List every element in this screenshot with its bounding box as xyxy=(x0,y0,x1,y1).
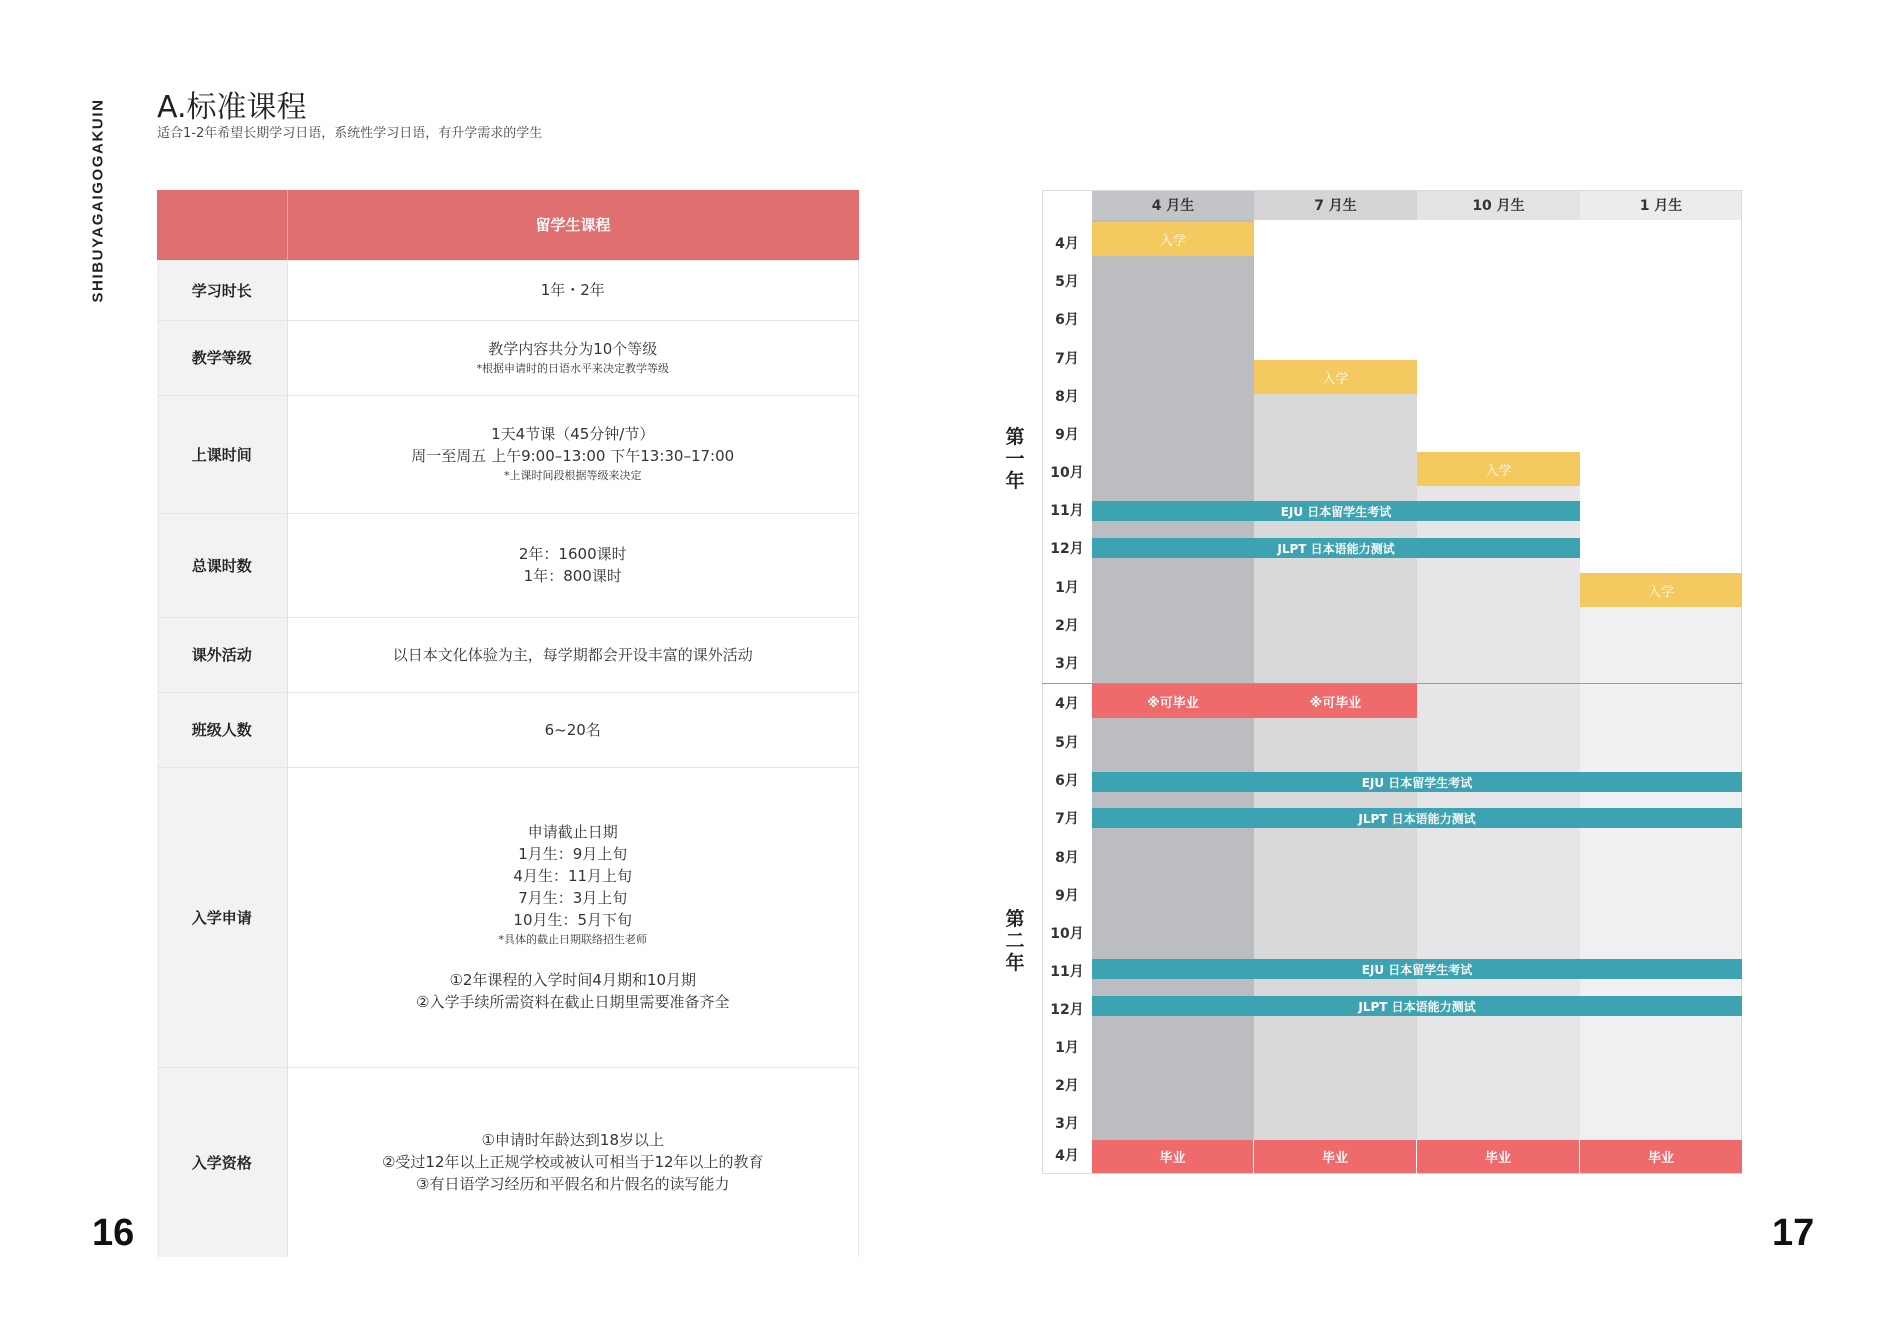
month-label: 9月 xyxy=(1055,888,1079,904)
month-label: 10月 xyxy=(1050,465,1084,481)
row-label: 班级人数 xyxy=(157,692,287,767)
value-line: 1年・2年 xyxy=(540,281,605,299)
column-header: 4 月生 xyxy=(1151,198,1195,214)
schedule-frame xyxy=(1042,190,1742,1174)
value-note: *根据申请时的日语水平来决定教学等级 xyxy=(476,361,669,375)
row-value xyxy=(287,513,859,617)
value-line: 10月生：5月下旬 xyxy=(513,911,633,929)
year-one-text: 第一年 xyxy=(1005,426,1025,492)
row-value xyxy=(287,767,859,1067)
value-line: 6~20名 xyxy=(544,720,601,739)
year-two-text: 第二年 xyxy=(1005,908,1025,974)
month-label: 4月 xyxy=(1055,1148,1079,1164)
month-label: 7月 xyxy=(1055,351,1079,367)
row-label: 入学申请 xyxy=(157,767,287,1067)
month-label: 2月 xyxy=(1055,618,1079,634)
month-label: 8月 xyxy=(1055,389,1079,405)
month-label: 3月 xyxy=(1055,656,1079,672)
value-line: 1天4节课（45分钟/节） xyxy=(491,425,655,443)
may-graduate-bar-july: ※可毕业 xyxy=(1254,684,1417,718)
month-label: 1月 xyxy=(1055,1040,1079,1056)
course-table xyxy=(157,190,859,1257)
enroll-bar-april: 入学 xyxy=(1092,222,1254,256)
month-label: 4月 xyxy=(1055,696,1079,712)
enroll-bar-july: 入学 xyxy=(1254,360,1417,394)
may-graduate-bar-april: ※可毕业 xyxy=(1092,684,1254,718)
month-label: 2月 xyxy=(1055,1078,1079,1094)
eju-exam-bar: EJU 日本留学生考试 xyxy=(1092,959,1742,979)
month-label: 9月 xyxy=(1055,427,1079,443)
month-label: 6月 xyxy=(1055,773,1079,789)
month-label: 8月 xyxy=(1055,850,1079,866)
row-label: 课外活动 xyxy=(157,617,287,692)
year-two-label xyxy=(1000,908,1030,974)
row-value xyxy=(287,692,859,767)
graduate-bar: 毕业 xyxy=(1254,1140,1417,1173)
month-label: 5月 xyxy=(1055,735,1079,751)
month-label: 1月 xyxy=(1055,580,1079,596)
month-label: 3月 xyxy=(1055,1116,1079,1132)
value-line: ③有日语学习经历和平假名和片假名的读写能力 xyxy=(416,1175,730,1194)
jlpt-exam-bar: JLPT 日本语能力测试 xyxy=(1092,808,1742,828)
row-label: 入学资格 xyxy=(157,1067,287,1257)
jlpt-exam-bar: JLPT 日本语能力测试 xyxy=(1092,538,1580,558)
value-line: 1月生：9月上旬 xyxy=(518,845,628,863)
month-label: 11月 xyxy=(1050,964,1084,980)
value-line: 2年：1600课时 xyxy=(518,545,627,563)
row-value xyxy=(287,1067,859,1257)
section-subtitle: 适合1-2年希望长期学习日语，系统性学习日语，有升学需求的学生 xyxy=(157,126,543,141)
eju-exam-bar: EJU 日本留学生考试 xyxy=(1092,772,1742,792)
enroll-bar-january: 入学 xyxy=(1580,573,1742,607)
table-row xyxy=(157,320,859,395)
row-value xyxy=(287,320,859,395)
month-label: 12月 xyxy=(1050,541,1084,557)
spacer xyxy=(288,949,859,969)
row-label: 教学等级 xyxy=(157,320,287,395)
enrollment-schedule xyxy=(1005,190,1742,1174)
page-number-left: 16 xyxy=(92,1212,135,1254)
graduate-bar: 毕业 xyxy=(1417,1140,1580,1173)
value-line: 以日本文化体验为主，每学期都会开设丰富的课外活动 xyxy=(392,645,753,664)
value-line: ①2年课程的入学时间4月期和10月期 xyxy=(449,971,697,989)
column-header: 7 月生 xyxy=(1314,198,1357,214)
value-note: *上课时间段根据等级来决定 xyxy=(504,469,642,482)
value-note: *具体的截止日期联络招生老师 xyxy=(498,933,647,946)
value-line: ②受过12年以上正规学校或被认可相当于12年以上的教育 xyxy=(381,1153,764,1172)
table-row xyxy=(157,395,859,513)
table-row xyxy=(157,1067,859,1257)
section-title: A.标准课程 xyxy=(157,90,307,125)
table-row xyxy=(157,692,859,767)
row-label: 上课时间 xyxy=(157,395,287,513)
value-line: 申请截止日期 xyxy=(527,823,618,841)
value-line: ①申请时年龄达到18岁以上 xyxy=(481,1131,665,1150)
column-header: 1 月生 xyxy=(1639,198,1683,214)
row-value xyxy=(287,260,859,320)
table-row xyxy=(157,617,859,692)
month-label: 12月 xyxy=(1050,1002,1084,1018)
column-header: 10 月生 xyxy=(1472,198,1525,214)
value-line: 1年：800课时 xyxy=(523,567,622,585)
year-one-label xyxy=(1000,426,1030,492)
jlpt-exam-bar: JLPT 日本语能力测试 xyxy=(1092,996,1742,1016)
row-value xyxy=(287,617,859,692)
month-label: 6月 xyxy=(1055,312,1079,328)
enroll-bar-october: 入学 xyxy=(1417,452,1580,486)
table-header: 留学生课程 xyxy=(287,190,859,260)
brand-vertical: SHIBUYAGAIGOGAKUIN xyxy=(89,97,107,303)
header-blank-cell xyxy=(157,190,287,260)
table-row xyxy=(157,767,859,1067)
value-line: 周一至周五 上午9:00–13:00 下午13:30–17:00 xyxy=(411,447,735,465)
graduate-bar: 毕业 xyxy=(1580,1140,1742,1173)
graduate-bar: 毕业 xyxy=(1092,1140,1254,1173)
value-line: ②入学手续所需资料在截止日期里需要准备齐全 xyxy=(416,993,730,1011)
table-header-row xyxy=(157,190,859,260)
value-line: 7月生：3月上旬 xyxy=(518,889,628,907)
row-label: 学习时长 xyxy=(157,260,287,320)
table-row xyxy=(157,513,859,617)
row-label: 总课时数 xyxy=(157,513,287,617)
month-label: 5月 xyxy=(1055,274,1079,290)
value-line: 教学内容共分为10个等级 xyxy=(488,339,658,358)
value-line: 4月生：11月上旬 xyxy=(513,867,633,885)
month-label: 4月 xyxy=(1055,236,1079,252)
page-number-right: 17 xyxy=(1772,1212,1815,1254)
month-label: 10月 xyxy=(1050,926,1084,942)
row-value xyxy=(287,395,859,513)
table-row xyxy=(157,260,859,320)
month-label: 7月 xyxy=(1055,811,1079,827)
month-label: 11月 xyxy=(1050,503,1084,519)
eju-exam-bar: EJU 日本留学生考试 xyxy=(1092,501,1580,521)
